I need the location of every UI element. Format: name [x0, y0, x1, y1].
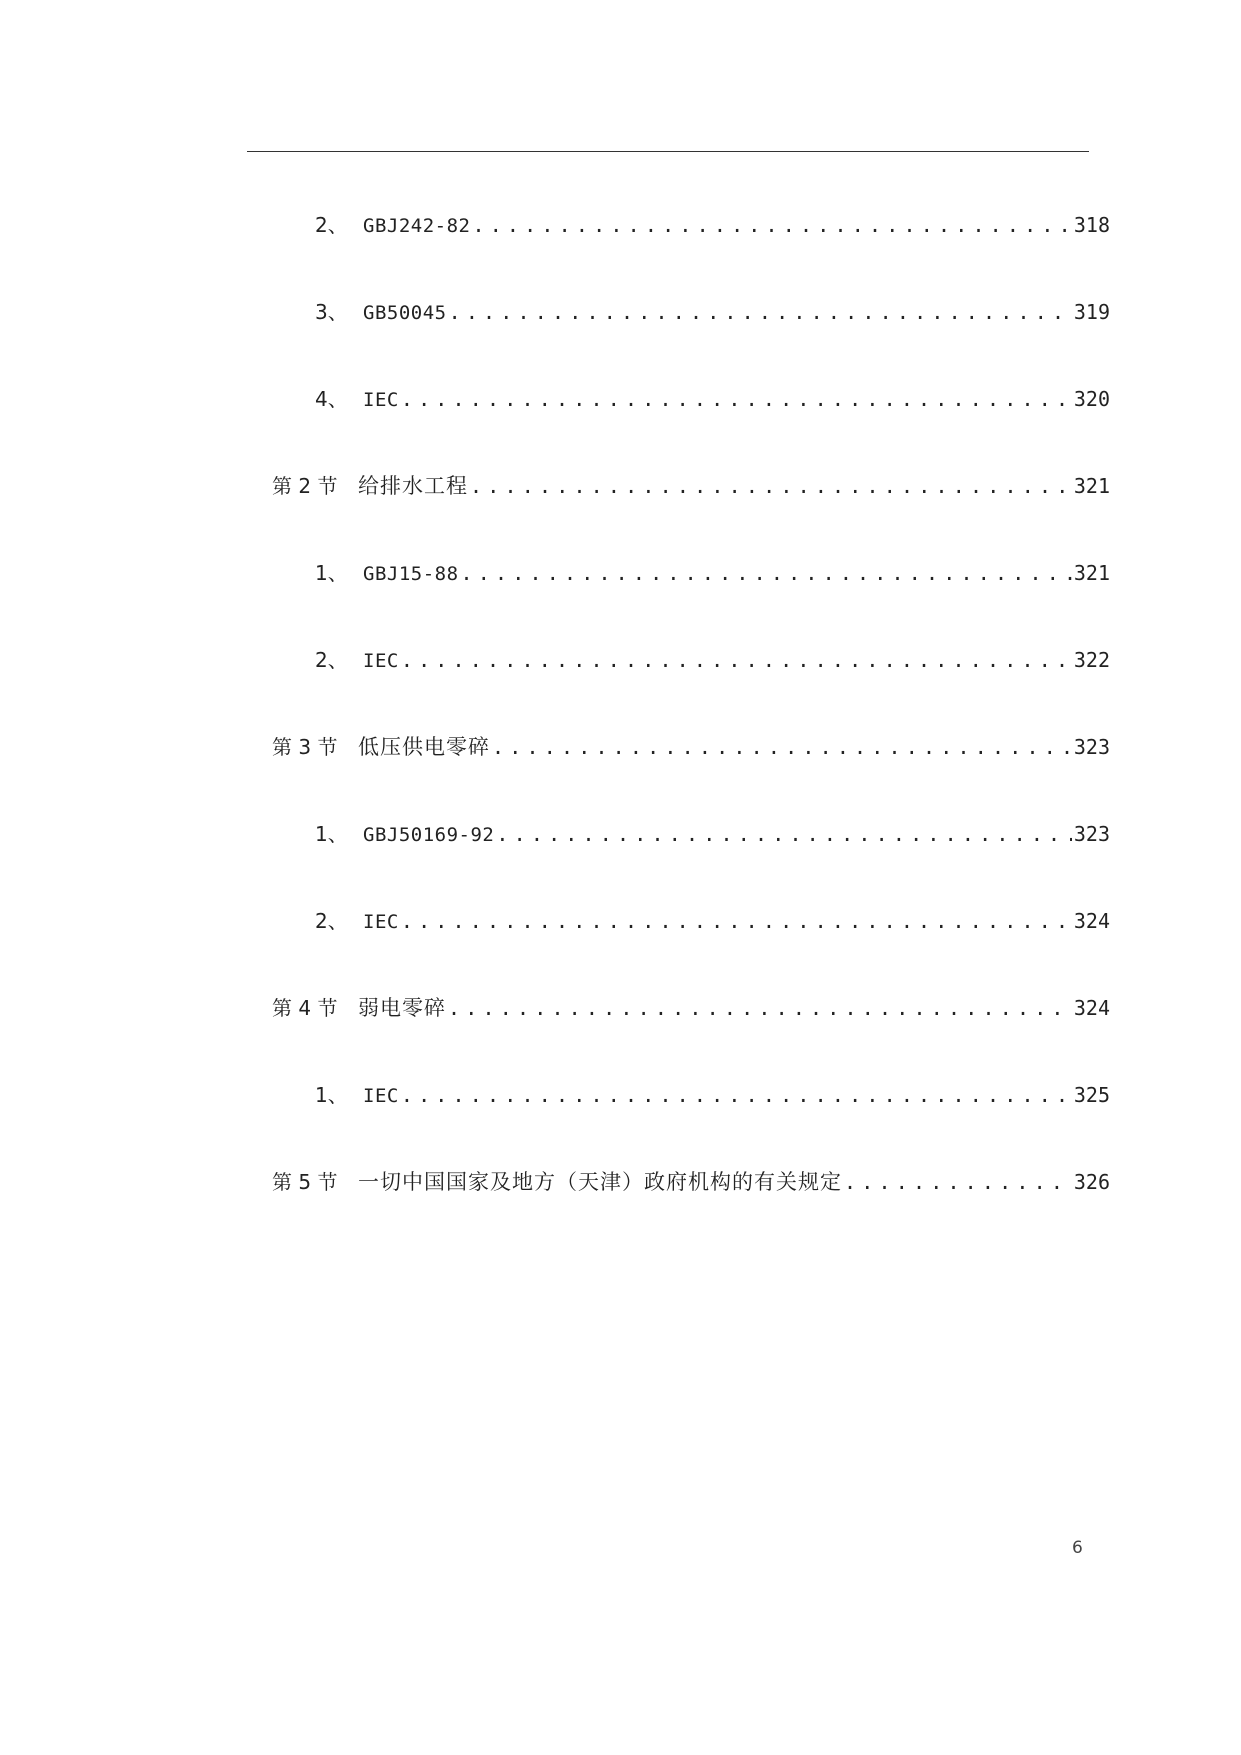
section-title: 低压供电零碎	[358, 735, 490, 759]
section-number: 第 4 节	[272, 996, 338, 1020]
toc-entry[interactable]	[315, 557, 1110, 589]
entry-title: GB50045	[363, 302, 447, 324]
dot-leader	[492, 731, 1072, 763]
entry-title: IEC	[363, 389, 399, 411]
toc-entry[interactable]	[315, 1079, 1110, 1111]
entry-page: 321	[1073, 561, 1110, 585]
toc-entry[interactable]	[315, 644, 1110, 676]
toc-entry-section[interactable]	[272, 731, 1110, 763]
entry-title: GBJ242-82	[363, 215, 471, 237]
dot-leader	[470, 470, 1072, 502]
section-number: 第 3 节	[272, 735, 338, 759]
entry-page: 323	[1073, 822, 1110, 846]
entry-number: 2、	[315, 648, 348, 672]
toc-entry-section[interactable]	[272, 470, 1110, 502]
dot-leader	[496, 818, 1072, 850]
entry-number: 1、	[315, 1083, 348, 1107]
dot-leader	[472, 209, 1071, 241]
entry-page: 321	[1073, 474, 1110, 498]
toc-entry[interactable]	[315, 905, 1110, 937]
entry-title: IEC	[363, 911, 399, 933]
toc-entry[interactable]	[315, 818, 1110, 850]
entry-title: GBJ50169-92	[363, 824, 495, 846]
entry-page: 323	[1073, 735, 1110, 759]
entry-page: 326	[1073, 1170, 1110, 1194]
entry-page: 319	[1073, 300, 1110, 324]
dot-leader	[401, 1079, 1072, 1111]
dot-leader	[401, 644, 1072, 676]
entry-number: 1、	[315, 822, 348, 846]
entry-title: IEC	[363, 650, 399, 672]
toc-entry[interactable]	[315, 209, 1110, 241]
entry-number: 2、	[315, 213, 348, 237]
entry-page: 325	[1073, 1083, 1110, 1107]
toc-entry[interactable]	[315, 296, 1110, 328]
entry-page: 322	[1073, 648, 1110, 672]
entry-page: 324	[1073, 909, 1110, 933]
section-title: 一切中国国家及地方（天津）政府机构的有关规定	[358, 1170, 842, 1194]
section-number: 第 2 节	[272, 474, 338, 498]
entry-page: 320	[1073, 387, 1110, 411]
toc-entry-section[interactable]	[272, 992, 1110, 1024]
section-title: 给排水工程	[358, 474, 468, 498]
header-rule	[247, 151, 1089, 152]
dot-leader	[401, 383, 1072, 415]
entry-number: 3、	[315, 300, 348, 324]
entry-number: 1、	[315, 561, 348, 585]
dot-leader	[449, 296, 1072, 328]
section-number: 第 5 节	[272, 1170, 338, 1194]
toc-entry-section[interactable]	[272, 1166, 1110, 1198]
entry-page: 318	[1073, 213, 1110, 237]
entry-number: 4、	[315, 387, 348, 411]
entry-title: GBJ15-88	[363, 563, 459, 585]
entry-title: IEC	[363, 1085, 399, 1107]
page-number: 6	[1072, 1538, 1083, 1558]
dot-leader	[448, 992, 1072, 1024]
section-title: 弱电零碎	[358, 996, 446, 1020]
dot-leader	[461, 557, 1072, 589]
toc-entry[interactable]	[315, 383, 1110, 415]
dot-leader	[401, 905, 1072, 937]
entry-number: 2、	[315, 909, 348, 933]
dot-leader	[844, 1166, 1072, 1198]
entry-page: 324	[1073, 996, 1110, 1020]
